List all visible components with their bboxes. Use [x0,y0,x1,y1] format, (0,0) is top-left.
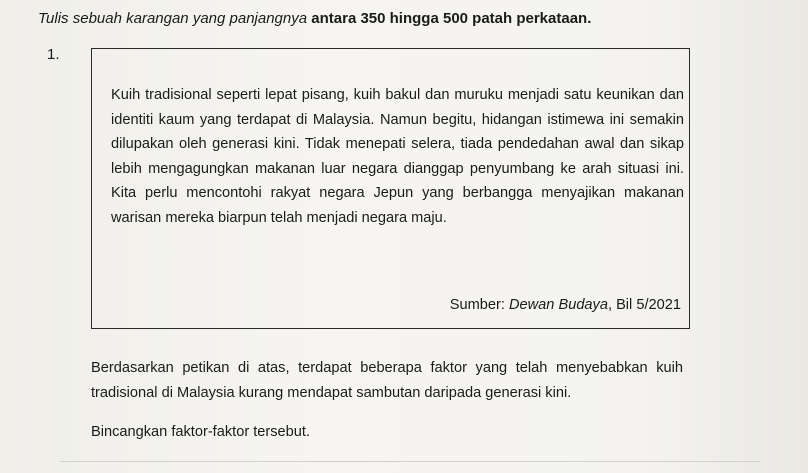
passage-box [91,48,690,329]
question-task: Bincangkan faktor-faktor tersebut. [91,424,311,440]
page-divider [60,461,760,462]
question-text: Berdasarkan petikan di atas, terdapat beberapa faktor yang telah menyebabkan kuih tradisional di Malaysia kurang mendapat sambutan daripada generasi kini. [91,360,683,401]
instruction-word-range: antara 350 hingga 500 patah perkataan. [311,10,592,27]
source-issue: , Bil 5/2021 [607,297,681,313]
source-label: Sumber: [449,297,505,313]
passage-text: Kuih tradisional seperti lepat pisang, kuih bakul dan muruku menjadi satu keunikan dan identiti kaum yang terdapat di Malaysia. Namun begitu, hidangan istimewa ini semakin dilupakan oleh generasi kini. Tidak menepati selera, tiada pendedahan awal dan sikap lebih mengagungkan makanan luar negara dianggap penyumbang ke arah situasi ini. Kita perlu mencontohi rakyat negara Jepun yang berbangga menyajikan makanan warisan mereka biarpun telah menjadi negara maju. [111,87,684,226]
passage-source [450,297,681,313]
essay-instruction [38,10,591,27]
question-number: 1. [47,46,60,63]
source-title: Dewan Budaya [508,297,608,313]
instruction-prefix: Tulis sebuah karangan yang panjangnya [38,10,308,27]
